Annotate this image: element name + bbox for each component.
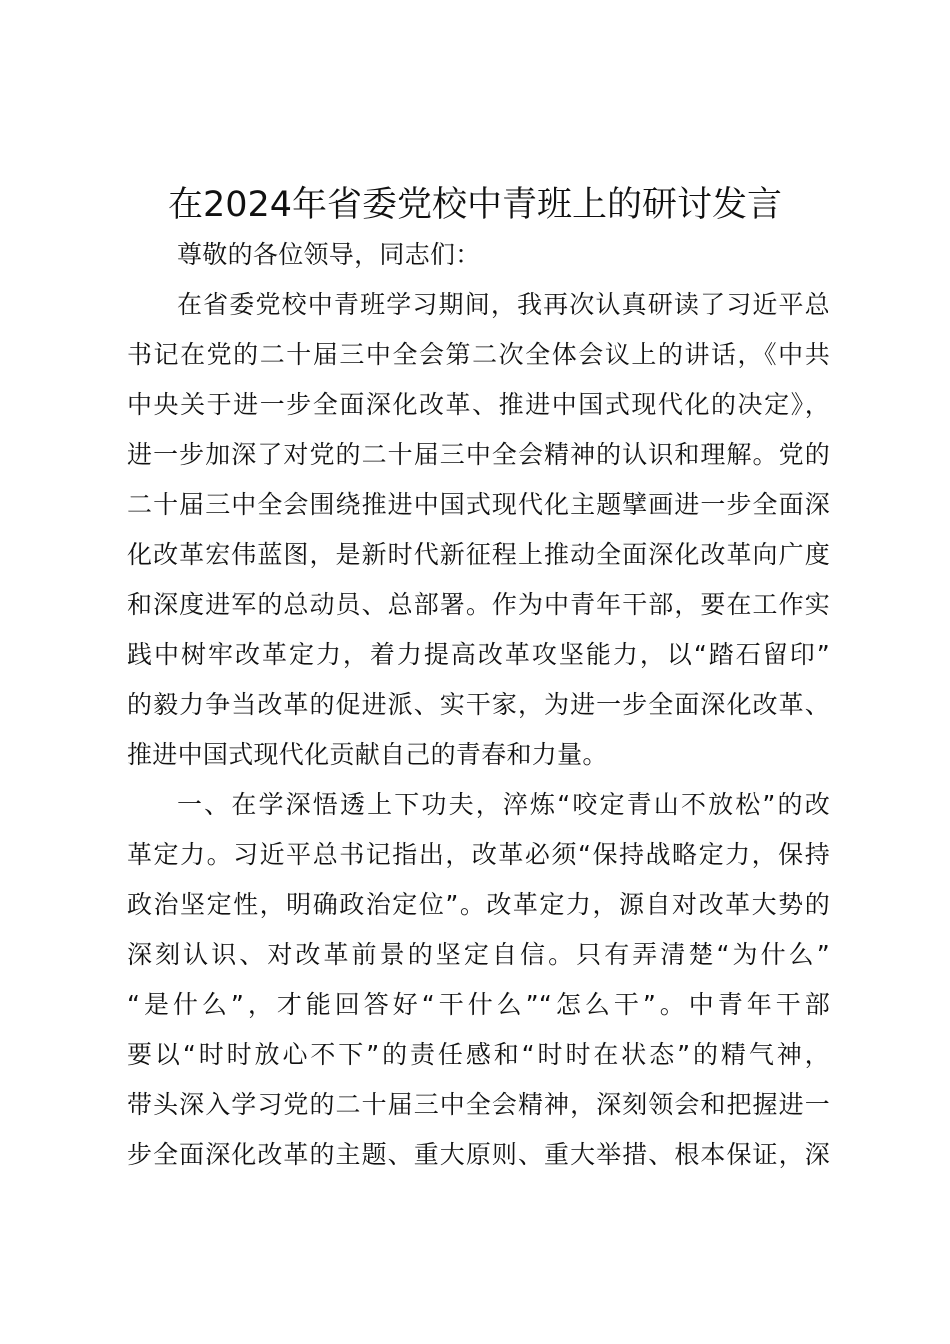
text-line: 要以“时时放心不下”的责任感和“时时在状态”的精气神，	[127, 1040, 830, 1069]
text-line: 中央关于进一步全面深化改革、推进中国式现代化的决定》，	[127, 390, 830, 419]
text-line: 进一步加深了对党的二十届三中全会精神的认识和理解。党的	[127, 440, 830, 469]
text-line: 步全面深化改革的主题、重大原则、重大举措、根本保证，深	[127, 1140, 830, 1169]
text-line: 化改革宏伟蓝图，是新时代新征程上推动全面深化改革向广度	[127, 540, 830, 569]
document-title: 在2024年省委党校中青班上的研讨发言	[167, 185, 783, 225]
salutation: 尊敬的各位领导，同志们：	[177, 240, 481, 269]
text-line: 的毅力争当改革的促进派、实干家，为进一步全面深化改革、	[127, 690, 830, 719]
text-line: 践中树牢改革定力，着力提高改革攻坚能力，以“踏石留印”	[127, 640, 830, 669]
text-line: 和深度进军的总动员、总部署。作为中青年干部，要在工作实	[127, 590, 830, 619]
text-line: 在省委党校中青班学习期间，我再次认真研读了习近平总	[177, 290, 830, 319]
text-line: “是什么”，才能回答好“干什么”“怎么干”。中青年干部	[127, 990, 830, 1019]
text-line: 二十届三中全会围绕推进中国式现代化主题擘画进一步全面深	[127, 490, 830, 519]
text-line: 带头深入学习党的二十届三中全会精神，深刻领会和把握进一	[127, 1090, 830, 1119]
text-line: 革定力。习近平总书记指出，改革必须“保持战略定力，保持	[127, 840, 830, 869]
text-line: 一、在学深悟透上下功夫，淬炼“咬定青山不放松”的改	[177, 790, 830, 819]
text-line: 书记在党的二十届三中全会第二次全体会议上的讲话，《中共	[127, 340, 830, 369]
text-line: 深刻认识、对改革前景的坚定自信。只有弄清楚“为什么”	[127, 940, 830, 969]
text-line: 政治坚定性，明确政治定位”。改革定力，源自对改革大势的	[127, 890, 830, 919]
text-line: 推进中国式现代化贡献自己的青春和力量。	[127, 740, 608, 769]
